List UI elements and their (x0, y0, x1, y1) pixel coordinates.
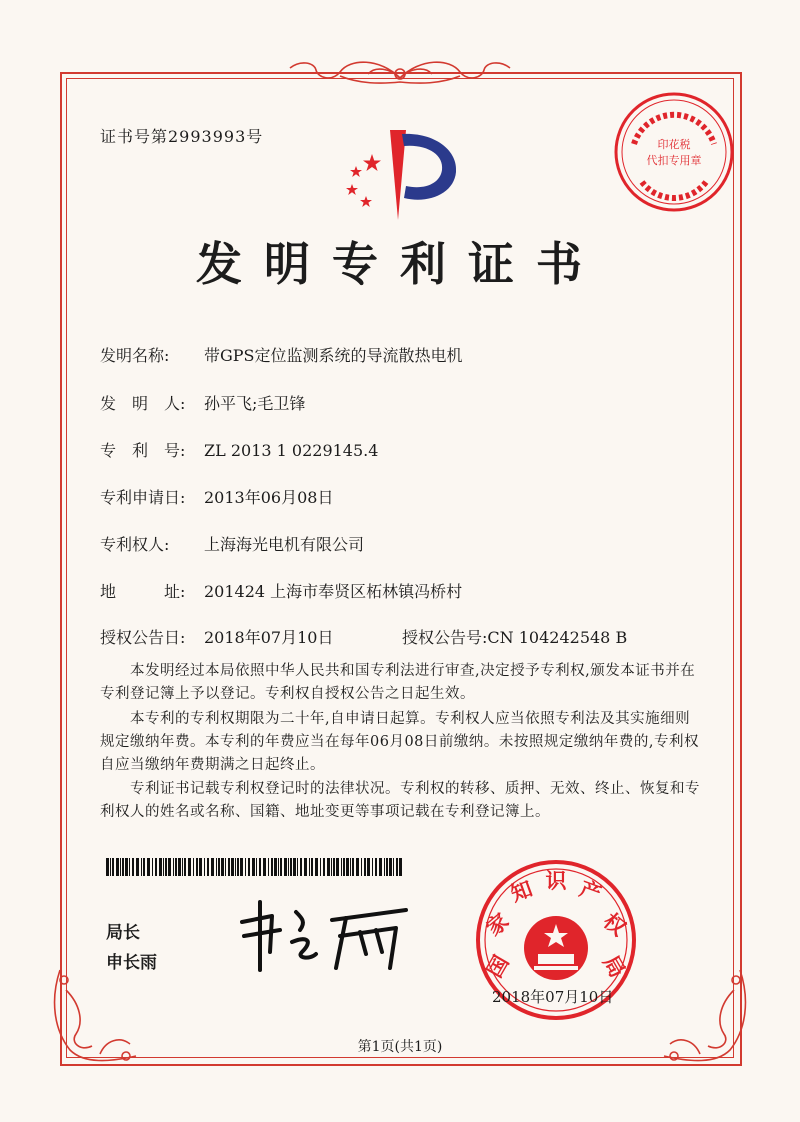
barcode-bar (147, 858, 150, 876)
barcode-bar (228, 858, 230, 876)
svg-text:印花税: 印花税 (657, 138, 691, 151)
field-patentee (100, 532, 364, 555)
barcode-bar (396, 858, 398, 876)
barcode-bar (178, 858, 181, 876)
tax-seal (612, 90, 736, 214)
barcode-bar (350, 858, 351, 876)
field-grant-number (402, 625, 627, 648)
barcode-bar (237, 858, 239, 876)
barcode-bar (125, 858, 128, 876)
barcode-bar (352, 858, 354, 876)
top-ornament (280, 48, 520, 88)
barcode-bar (393, 858, 394, 876)
paragraph: 本专利的专利权期限为二十年,自申请日起算。专利权人应当依照专利法及其实施细则规定缴纳年费。本专利的年费应当在每年06月08日前缴纳。未按照规定缴纳年费的,专利权自应当缴纳年费期满之日起终止。 (100, 711, 700, 773)
field-grant-date (100, 625, 333, 648)
barcode-bar (323, 858, 325, 876)
director-name: 申长雨 (106, 953, 157, 973)
barcode-bar (367, 858, 370, 876)
barcode-bar (288, 858, 289, 876)
barcode-bar (293, 858, 296, 876)
barcode-bar (280, 858, 282, 876)
barcode-bar (379, 858, 382, 876)
barcode-bar (290, 858, 292, 876)
field-value: CN 104242548 B (487, 628, 628, 647)
svg-text:局: 局 (598, 951, 630, 982)
barcode-bar (297, 858, 298, 876)
barcode (106, 858, 406, 876)
barcode-bar (384, 858, 385, 876)
barcode-bar (199, 858, 202, 876)
paragraph: 专利证书记载专利权登记时的法律状况。专利权的转移、质押、无效、终止、恢复和专利权人的姓名或名称、国籍、地址变更等事项记载在专利登记簿上。 (100, 781, 700, 820)
barcode-bar (248, 858, 250, 876)
field-value: 201424 上海市奉贤区柘林镇冯桥村 (204, 582, 463, 601)
barcode-bar (218, 858, 220, 876)
barcode-bar (364, 858, 366, 876)
barcode-bar (343, 858, 345, 876)
barcode-bar (304, 858, 307, 876)
barcode-bar (341, 858, 342, 876)
barcode-bar (240, 858, 243, 876)
barcode-bar (116, 858, 119, 876)
paragraph: 本发明经过本局依照中华人民共和国专利法进行审查,决定授予专利权,颁发本证书并在专利登记簿上予以登记。专利权自授权公告之日起生效。 (100, 663, 696, 702)
field-label: 发明名称: (100, 346, 170, 365)
barcode-bar (333, 858, 335, 876)
barcode-bar (235, 858, 236, 876)
field-label: 地 址: (100, 582, 186, 601)
barcode-bar (346, 858, 349, 876)
field-value: 上海海光电机有限公司 (204, 535, 365, 554)
patent-office-logo (338, 124, 468, 224)
barcode-bar (271, 858, 273, 876)
barcode-bar (132, 858, 134, 876)
barcode-bar (188, 858, 191, 876)
barcode-bar (112, 858, 114, 876)
svg-text:产: 产 (576, 876, 605, 907)
barcode-bar (193, 858, 194, 876)
barcode-bar (336, 858, 339, 876)
barcode-bar (163, 858, 164, 876)
field-label: 专利申请日: (100, 488, 186, 507)
barcode-bar (356, 858, 359, 876)
barcode-bar (278, 858, 279, 876)
field-application-date (100, 485, 333, 508)
certificate-number: 证书号第2993993号 (100, 127, 264, 146)
seal-date: 2018年07月10日 (492, 988, 614, 1006)
field-label: 发 明 人: (100, 394, 186, 413)
field-value: 2013年06月08日 (204, 488, 334, 507)
field-patent-number (100, 438, 378, 461)
barcode-bar (155, 858, 157, 876)
barcode-bar (284, 858, 287, 876)
barcode-bar (173, 858, 174, 876)
barcode-bar (300, 858, 302, 876)
barcode-bar (252, 858, 255, 876)
barcode-bar (207, 858, 209, 876)
barcode-bar (106, 858, 109, 876)
barcode-bar (143, 858, 145, 876)
barcode-bar (256, 858, 257, 876)
barcode-bar (122, 858, 124, 876)
barcode-bar (159, 858, 162, 876)
field-label: 授权公告号: (402, 628, 488, 647)
svg-text:国: 国 (482, 951, 514, 982)
barcode-bar (389, 858, 392, 876)
barcode-bar (245, 858, 246, 876)
barcode-bar (216, 858, 217, 876)
barcode-bar (196, 858, 198, 876)
barcode-bar (211, 858, 214, 876)
certificate-title: 发明专利证书 (196, 237, 604, 291)
barcode-bar (372, 858, 373, 876)
barcode-bar (221, 858, 224, 876)
director-title: 局长 (106, 923, 140, 943)
barcode-bar (311, 858, 313, 876)
barcode-bar (225, 858, 226, 876)
barcode-bar (165, 858, 167, 876)
barcode-bar (386, 858, 388, 876)
barcode-bar (168, 858, 171, 876)
barcode-bar (315, 858, 318, 876)
barcode-bar (204, 858, 205, 876)
barcode-bar (274, 858, 277, 876)
field-address (100, 579, 462, 602)
barcode-bar (110, 858, 111, 876)
field-value: 孙平飞;毛卫锋 (204, 394, 306, 413)
barcode-bar (399, 858, 402, 876)
field-label: 授权公告日: (100, 628, 186, 647)
svg-text:知: 知 (507, 876, 536, 907)
field-inventors (100, 391, 305, 414)
barcode-bar (231, 858, 234, 876)
field-invention-name (100, 343, 463, 366)
barcode-bar (375, 858, 377, 876)
barcode-bar (320, 858, 321, 876)
barcode-bar (175, 858, 177, 876)
field-value: 带GPS定位监测系统的导流散热电机 (204, 346, 463, 365)
barcode-bar (120, 858, 121, 876)
field-label: 专利权人: (100, 535, 170, 554)
barcode-bar (136, 858, 139, 876)
svg-text:代扣专用章: 代扣专用章 (646, 154, 702, 167)
field-value: ZL 2013 1 0229145.4 (204, 441, 379, 460)
page-footer: 第1页(共1页) (357, 1039, 443, 1055)
barcode-bar (327, 858, 330, 876)
barcode-bar (141, 858, 142, 876)
director-signature (236, 896, 416, 976)
svg-text:权: 权 (598, 908, 631, 941)
svg-text:家: 家 (481, 908, 514, 941)
barcode-bar (259, 858, 261, 876)
barcode-bar (331, 858, 332, 876)
barcode-bar (268, 858, 269, 876)
barcode-bar (182, 858, 183, 876)
svg-text:识: 识 (545, 869, 567, 893)
barcode-bar (152, 858, 153, 876)
barcode-bar (184, 858, 186, 876)
barcode-bar (361, 858, 362, 876)
field-value: 2018年07月10日 (204, 628, 334, 647)
barcode-bar (129, 858, 130, 876)
barcode-bar (263, 858, 266, 876)
field-label: 专 利 号: (100, 441, 186, 460)
barcode-bar (309, 858, 310, 876)
